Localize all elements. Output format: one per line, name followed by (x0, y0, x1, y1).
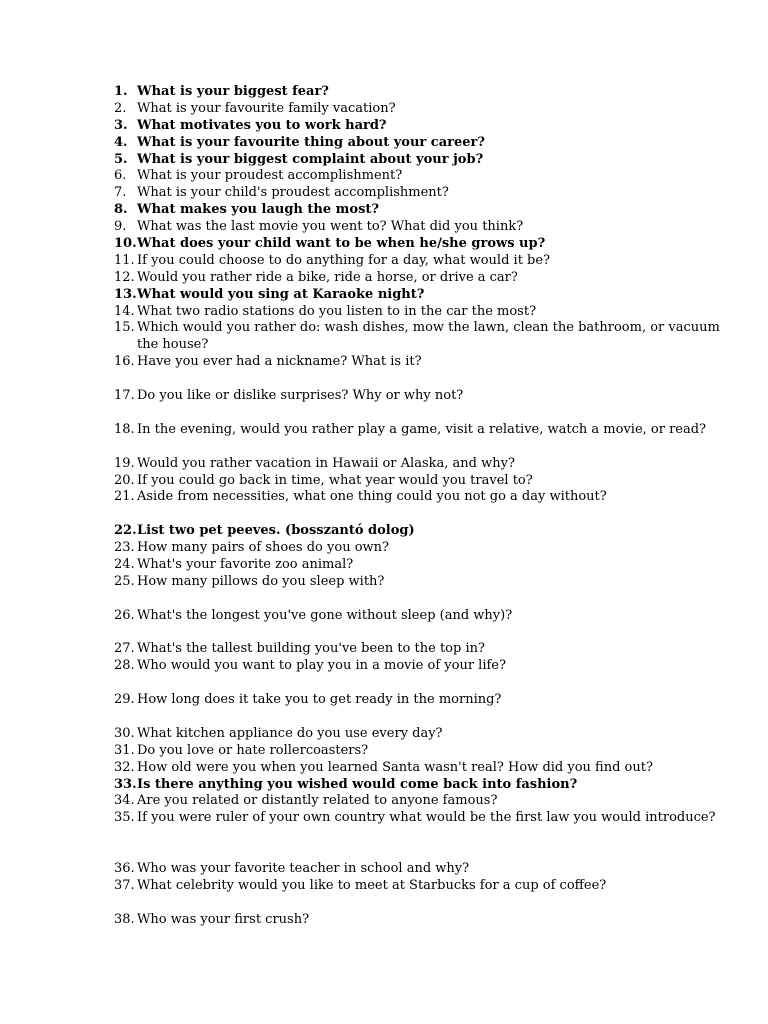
question-number: 4. (114, 134, 128, 150)
question-text: What is your biggest fear? (137, 84, 329, 99)
question-text: If you could choose to do anything for a day, what would it be? (137, 252, 551, 268)
question-number: 37. (114, 877, 135, 893)
question-number: 1. (114, 84, 128, 99)
question-text: Who was your favorite teacher in school and why? (137, 861, 470, 876)
question-number: 9. (114, 219, 127, 235)
question-number: 3. (114, 117, 128, 133)
question-item (114, 557, 734, 574)
question-number: 27. (114, 641, 135, 657)
question-item (114, 101, 734, 118)
question-item (114, 168, 734, 185)
question-text: How many pillows do you sleep with? (137, 573, 385, 589)
question-text: Do you love or hate rollercoasters? (137, 742, 369, 758)
question-number: 33. (114, 776, 137, 792)
question-item (114, 608, 734, 625)
question-text: What kitchen appliance do you use every day? (137, 725, 443, 741)
question-number: 12. (114, 269, 135, 285)
question-item (114, 304, 734, 321)
question-number: 26. (114, 607, 135, 623)
question-text: What does your child want to be when he/she grows up? (137, 236, 546, 252)
question-text: Aside from necessities, what one thing could you not go a day without? (137, 489, 607, 505)
question-item (114, 152, 734, 169)
question-number: 21. (114, 489, 135, 505)
question-text: Would you rather ride a bike, ride a horse, or drive a car? (137, 269, 518, 285)
question-item (114, 878, 734, 895)
question-text: How long does it take you to get ready in the morning? (137, 692, 502, 708)
question-item (114, 658, 734, 675)
question-number: 10. (114, 236, 137, 252)
question-text: Have you ever had a nickname? What is it? (137, 354, 422, 370)
question-number: 28. (114, 658, 135, 674)
question-text: Do you like or dislike surprises? Why or why not? (137, 388, 464, 404)
question-number: 30. (114, 725, 135, 741)
question-number: 16. (114, 354, 135, 370)
question-text: In the evening, would you rather play a game, visit a relative, watch a movie, or read? (137, 421, 707, 437)
question-item (114, 422, 734, 439)
question-number: 25. (114, 573, 135, 589)
question-number: 29. (114, 692, 135, 708)
question-item (114, 641, 734, 658)
question-list (114, 84, 734, 929)
question-item (114, 118, 734, 135)
question-item (114, 270, 734, 287)
question-item (114, 540, 734, 557)
question-number: 38. (114, 911, 135, 927)
question-text: What motivates you to work hard? (137, 117, 387, 133)
question-number: 11. (114, 252, 135, 268)
question-number: 14. (114, 303, 135, 319)
blank-line (114, 371, 734, 388)
question-text: What was the last movie you went to? What did you think? (137, 219, 524, 235)
question-item (114, 473, 734, 490)
question-number: 15. (114, 320, 135, 336)
question-item (114, 320, 734, 354)
blank-line (114, 844, 734, 861)
question-item (114, 912, 734, 929)
question-item (114, 219, 734, 236)
question-number: 2. (114, 100, 127, 116)
question-number: 36. (114, 861, 135, 876)
question-text: What makes you laugh the most? (137, 202, 380, 218)
question-number: 13. (114, 286, 137, 302)
question-number: 31. (114, 742, 135, 758)
question-text: If you could go back in time, what year would you travel to? (137, 472, 533, 488)
question-text: Are you related or distantly related to anyone famous? (137, 793, 498, 809)
blank-line (114, 439, 734, 456)
question-text: What's the longest you've gone without sleep (and why)? (137, 607, 513, 623)
question-text: Who was your first crush? (137, 911, 310, 927)
question-text: If you were ruler of your own country what would be the first law you would introduce? (137, 810, 716, 826)
question-text: Is there anything you wished would come back into fashion? (137, 776, 578, 792)
question-number: 24. (114, 556, 135, 572)
question-item (114, 777, 734, 794)
question-text: What would you sing at Karaoke night? (137, 286, 425, 302)
question-text: List two pet peeves. (bosszantó dolog) (137, 523, 415, 539)
question-number: 32. (114, 759, 135, 775)
question-text: What is your biggest complaint about your job? (137, 151, 484, 167)
question-text: What is your favourite thing about your career? (137, 134, 485, 150)
question-text: Would you rather vacation in Hawaii or Alaska, and why? (137, 455, 515, 471)
question-item (114, 692, 734, 709)
question-text: What is your proudest accomplishment? (137, 168, 403, 184)
question-number: 35. (114, 810, 135, 826)
question-text: What is your child's proudest accomplishment? (137, 185, 449, 201)
question-number: 20. (114, 472, 135, 488)
question-item (114, 236, 734, 253)
question-number: 8. (114, 202, 128, 218)
question-item (114, 388, 734, 405)
question-item (114, 456, 734, 473)
question-text: How many pairs of shoes do you own? (137, 540, 389, 556)
blank-line (114, 709, 734, 726)
question-number: 7. (114, 185, 127, 201)
question-number: 6. (114, 168, 127, 184)
blank-line (114, 675, 734, 692)
question-item (114, 287, 734, 304)
question-text: What is your favourite family vacation? (137, 100, 396, 116)
question-number: 22. (114, 523, 137, 539)
question-text: What celebrity would you like to meet at Starbucks for a cup of coffee? (137, 877, 607, 893)
question-item (114, 253, 734, 270)
question-text: Which would you rather do: wash dishes, mow the lawn, clean the bathroom, or vacuum the house? (137, 320, 720, 353)
question-item (114, 354, 734, 371)
question-text: What's the tallest building you've been to the top in? (137, 641, 485, 657)
question-number: 17. (114, 388, 135, 404)
question-item (114, 202, 734, 219)
question-item (114, 523, 734, 540)
blank-line (114, 591, 734, 608)
question-item (114, 793, 734, 810)
blank-line (114, 405, 734, 422)
question-item (114, 84, 734, 101)
question-number: 18. (114, 421, 135, 437)
question-number: 19. (114, 455, 135, 471)
question-item (114, 861, 734, 878)
blank-line (114, 506, 734, 523)
question-number: 23. (114, 540, 135, 556)
question-item (114, 743, 734, 760)
question-item (114, 135, 734, 152)
question-item (114, 489, 734, 506)
question-item (114, 726, 734, 743)
blank-line (114, 895, 734, 912)
question-number: 34. (114, 793, 135, 809)
question-item (114, 810, 734, 844)
question-item (114, 185, 734, 202)
question-item (114, 760, 734, 777)
blank-line (114, 625, 734, 642)
question-number: 5. (114, 151, 128, 167)
question-text: Who would you want to play you in a movie of your life? (137, 658, 506, 674)
question-text: How old were you when you learned Santa wasn't real? How did you find out? (137, 759, 653, 775)
question-text: What's your favorite zoo animal? (137, 556, 354, 572)
question-text: What two radio stations do you listen to in the car the most? (137, 303, 537, 319)
question-item (114, 574, 734, 591)
